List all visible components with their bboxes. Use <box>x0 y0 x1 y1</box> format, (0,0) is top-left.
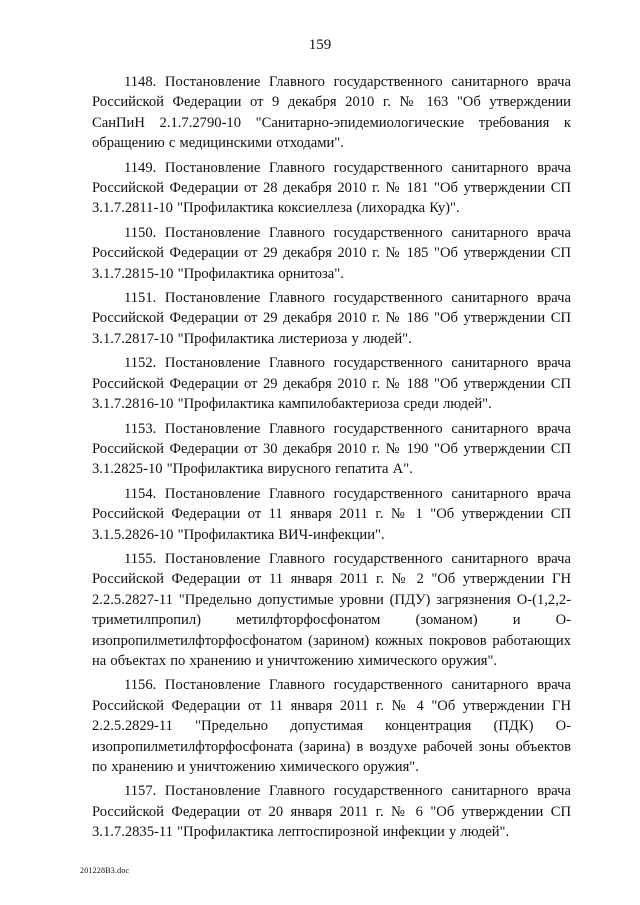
entry-1148: 1148. Постановление Главного государственного санитарного врача Российской Федерации от 9 декабря 2010 г. № 163 "Об утверждении СанПиН 2.1.7.2790-10 "Санитарно-эпидемиологические требования к обращению с медицинскими отходами". <box>92 74 571 152</box>
entry-1153: 1153. Постановление Главного государственного санитарного врача Российской Федерации от 30 декабря 2010 г. № 190 "Об утверждении СП 3.1.2825-10 "Профилактика вирусного гепатита А". <box>92 420 571 478</box>
entry-1149: 1149. Постановление Главного государственного санитарного врача Российской Федерации от 28 декабря 2010 г. № 181 "Об утверждении СП 3.1.7.2811-10 "Профилактика коксиеллеза (лихорадка Ку)". <box>92 159 571 217</box>
entry-1154: 1154. Постановление Главного государственного санитарного врача Российской Федерации от 11 января 2011 г. № 1 "Об утверждении СП 3.1.5.2826-10 "Профилактика ВИЧ-инфекции". <box>92 485 571 543</box>
entry-1151: 1151. Постановление Главного государственного санитарного врача Российской Федерации от 29 декабря 2010 г. № 186 "Об утверждении СП 3.1.7.2817-10 "Профилактика листериоза у людей". <box>92 290 571 347</box>
entry-1156: 1156. Постановление Главного государственного санитарного врача Российской Федерации от 11 января 2011 г. № 4 "Об утверждении ГН 2.2.5.2829-11 "Предельно допустимая концентрация (ПДК) О-изопропилметилфторфосфоната (зарина) в воздухе рабочей зоны объектов по хранению и уничтожению химического оружия". <box>92 677 571 775</box>
entry-1150: 1150. Постановление Главного государственного санитарного врача Российской Федерации от 29 декабря 2010 г. № 185 "Об утверждении СП 3.1.7.2815-10 "Профилактика орнитоза". <box>92 224 571 282</box>
entry-1157: 1157. Постановление Главного государственного санитарного врача Российской Федерации от 20 января 2011 г. № 6 "Об утверждении СП 3.1.7.2835-11 "Профилактика лептоспирозной инфекции у людей". <box>92 783 571 841</box>
footer-file-code: 201228B3.doc <box>80 866 130 875</box>
page-number: 159 <box>308 37 332 53</box>
entry-1152: 1152. Постановление Главного государственного санитарного врача Российской Федерации от 29 декабря 2010 г. № 188 "Об утверждении СП 3.1.7.2816-10 "Профилактика кампилобактериоза среди людей". <box>92 355 571 413</box>
entry-1155: 1155. Постановление Главного государственного санитарного врача Российской Федерации от 11 января 2011 г. № 2 "Об утверждении ГН 2.2.5.2827-11 "Предельно допустимые уровни (ПДУ) загрязнения О-(1,2,2-триметилпропил) метилфторфосфонатом (зоманом) и О-изопропилметилфторфосфонатом (зарином) кожных покровов работающих на объектах по хранению и уничтожению химического оружия". <box>92 550 571 669</box>
document-body <box>92 72 571 847</box>
